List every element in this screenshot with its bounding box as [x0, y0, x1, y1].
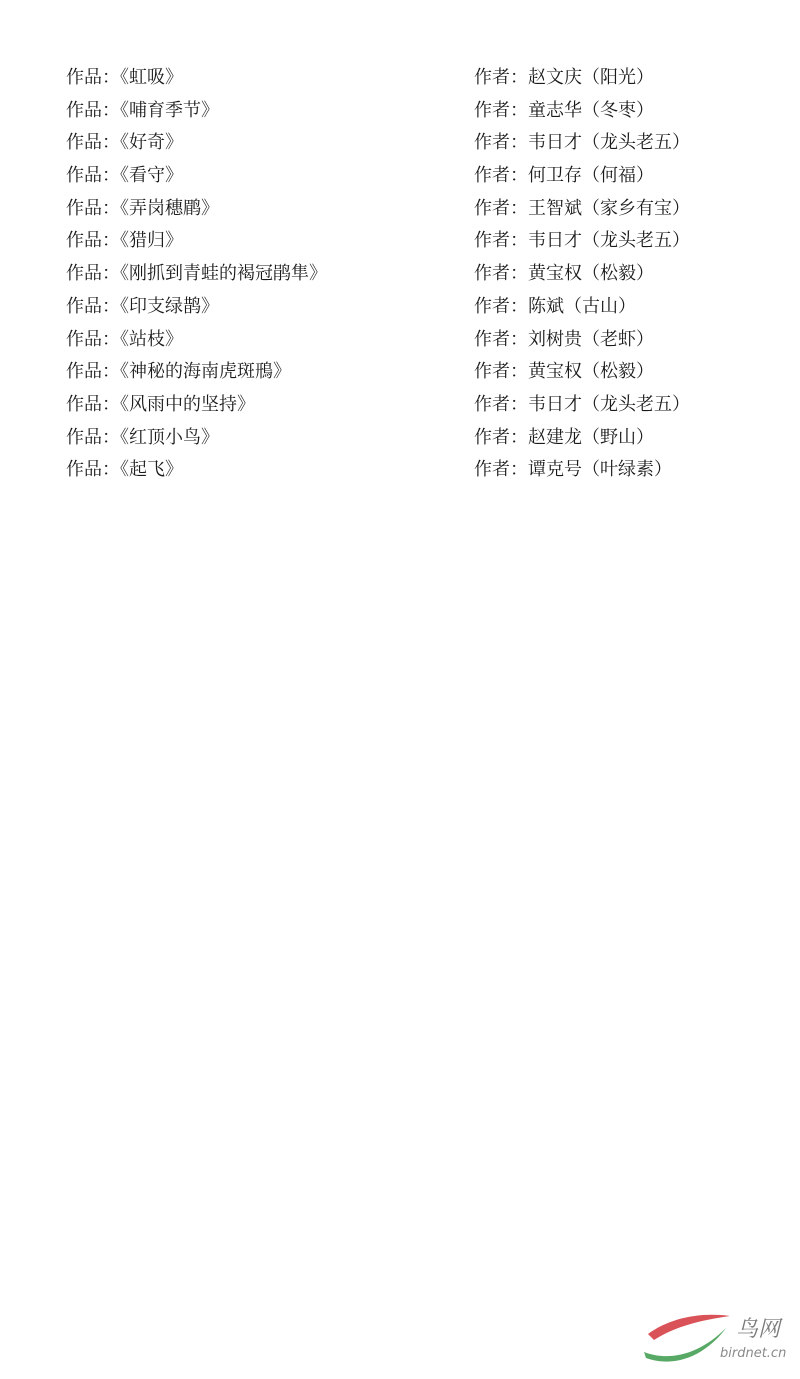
- birdnet-swoosh-icon: [640, 1306, 740, 1376]
- work-title: 作品：《弄岗穗鹛》: [66, 197, 219, 219]
- list-item: [0, 356, 800, 389]
- work-author: 作者：谭克号（叶绿素）: [474, 459, 672, 481]
- work-title: 作品：《哺育季节》: [66, 99, 219, 121]
- work-title: 作品：《风雨中的坚持》: [66, 393, 255, 415]
- list-item: [0, 291, 800, 324]
- work-title: 作品：《站枝》: [66, 328, 183, 350]
- watermark-domain: birdnet.cn: [720, 1346, 787, 1361]
- work-author: 作者：韦日才（龙头老五）: [474, 393, 690, 415]
- work-author: 作者：何卫存（何福）: [474, 165, 654, 187]
- work-title: 作品：《好奇》: [66, 132, 183, 154]
- work-title: 作品：《看守》: [66, 165, 183, 187]
- list-item: [0, 95, 800, 128]
- work-author: 作者：童志华（冬枣）: [474, 99, 654, 121]
- work-author: 作者：赵文庆（阳光）: [474, 67, 654, 88]
- work-author: 作者：陈斌（古山）: [474, 295, 636, 317]
- work-title: 作品：《神秘的海南虎斑鳽》: [66, 361, 291, 383]
- work-title: 作品：《印支绿鹊》: [66, 295, 219, 317]
- work-author: 作者：刘树贵（老虾）: [474, 328, 654, 350]
- work-title: 作品：《虹吸》: [66, 67, 183, 88]
- work-author: 作者：黄宝权（松毅）: [474, 361, 654, 383]
- list-item: [0, 422, 800, 455]
- list-item: [0, 258, 800, 291]
- birdnet-watermark: [640, 1306, 800, 1376]
- work-author: 作者：王智斌（家乡有宝）: [474, 197, 690, 219]
- work-title: 作品：《猎归》: [66, 230, 183, 252]
- work-title: 作品：《红顶小鸟》: [66, 426, 219, 448]
- work-title: 作品：《刚抓到青蛙的褐冠鹃隼》: [66, 263, 327, 285]
- list-item: [0, 160, 800, 193]
- works-list: [0, 62, 800, 487]
- list-item: [0, 324, 800, 357]
- list-item: [0, 62, 800, 95]
- list-item: [0, 389, 800, 422]
- list-item: [0, 225, 800, 258]
- list-item: [0, 127, 800, 160]
- watermark-name: 鸟网: [736, 1317, 781, 1342]
- work-author: 作者：韦日才（龙头老五）: [474, 132, 690, 154]
- work-author: 作者：韦日才（龙头老五）: [474, 230, 690, 252]
- list-item: [0, 454, 800, 487]
- work-author: 作者：赵建龙（野山）: [474, 426, 654, 448]
- work-title: 作品：《起飞》: [66, 459, 183, 481]
- work-author: 作者：黄宝权（松毅）: [474, 263, 654, 285]
- list-item: [0, 193, 800, 226]
